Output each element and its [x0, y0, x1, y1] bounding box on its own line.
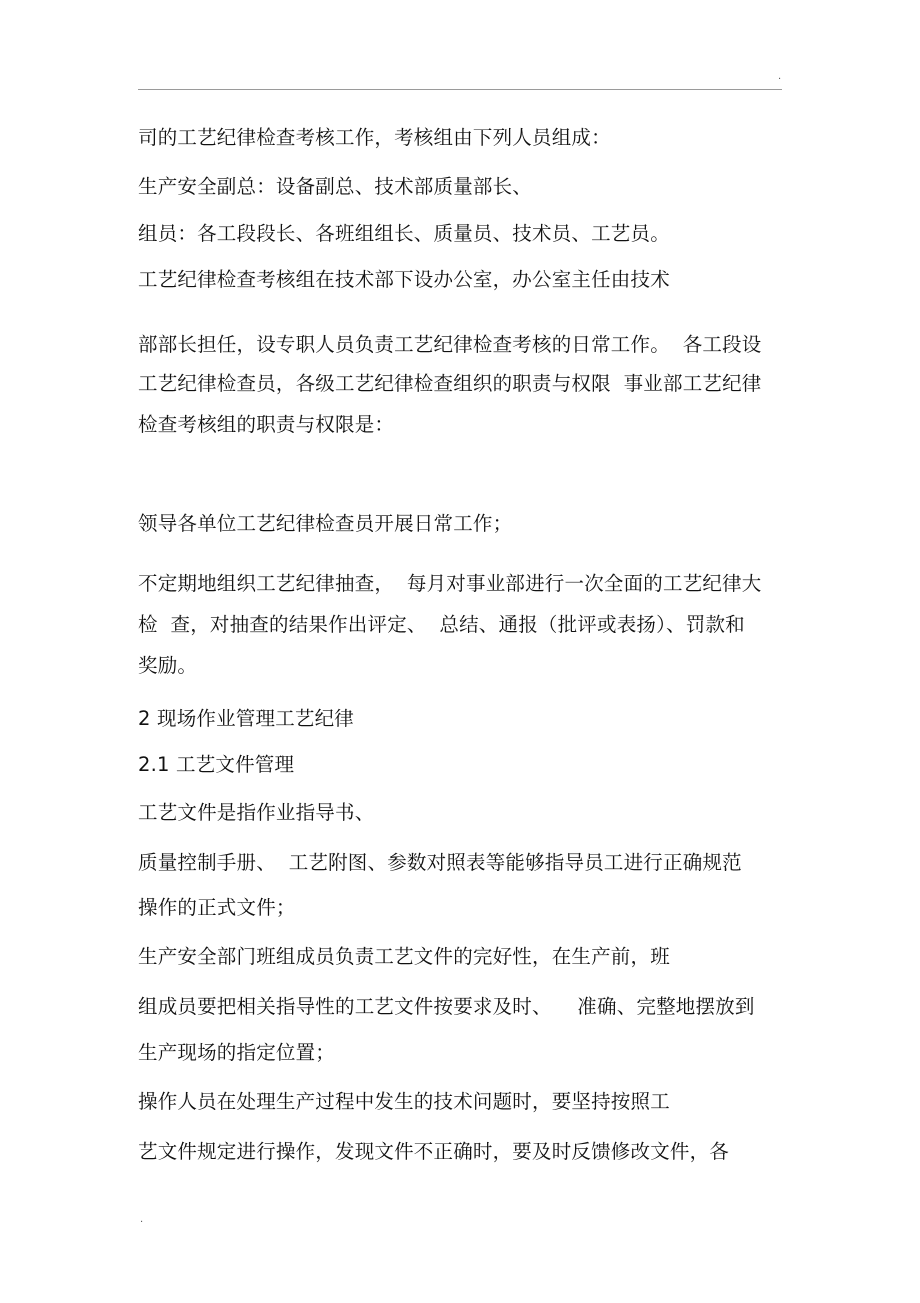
text-line: 检 查，对抽查的结果作出评定、 总结、通报（批评或表扬）、罚款和: [138, 613, 745, 636]
text-line: 工艺纪律检查员，各级工艺纪律检查组织的职责与权限 事业部工艺纪律: [138, 372, 762, 395]
text-line: 奖励。: [138, 654, 198, 677]
text-line: 生产安全部门班组成员负责工艺文件的完好性，在生产前，班: [138, 945, 670, 968]
text-line: 工艺纪律检查考核组在技术部下设办公室，办公室主任由技术: [138, 268, 670, 291]
text-line: 不定期地组织工艺纪律抽查， 每月对事业部进行一次全面的工艺纪律大: [138, 572, 762, 595]
text-line: 组员：各工段段长、各班组组长、质量员、技术员、工艺员。: [138, 222, 670, 245]
header-rule: [138, 89, 782, 90]
text-line: 操作人员在处理生产过程中发生的技术问题时，要坚持按照工: [138, 1090, 670, 1113]
section-heading: 2 现场作业管理工艺纪律: [138, 707, 355, 730]
text-line: 生产现场的指定位置；: [138, 1041, 336, 1064]
subsection-heading: 2.1 工艺文件管理: [138, 753, 295, 776]
text-line: 检查考核组的职责与权限是：: [138, 413, 395, 436]
text-line: 工艺文件是指作业指导书、: [138, 801, 375, 824]
text-line: 司的工艺纪律检查考核工作，考核组由下列人员组成：: [138, 126, 611, 149]
text-line: 艺文件规定进行操作，发现文件不正确时，要及时反馈修改文件，各: [138, 1140, 730, 1163]
corner-mark-top-right: .: [778, 71, 782, 82]
text-line: 质量控制手册、 工艺附图、参数对照表等能够指导员工进行正确规范: [138, 851, 742, 874]
corner-mark-bottom-left: .: [140, 1214, 144, 1225]
text-line: 操作的正式文件；: [138, 896, 296, 919]
text-line: 领导各单位工艺纪律检查员开展日常工作；: [138, 512, 513, 535]
text-line: 生产安全副总：设备副总、技术部质量部长、: [138, 175, 533, 198]
text-line: 组成员要把相关指导性的工艺文件按要求及时、 准确、完整地摆放到: [138, 995, 755, 1018]
text-line: 部部长担任，设专职人员负责工艺纪律检查考核的日常工作。 各工段设: [138, 333, 762, 356]
